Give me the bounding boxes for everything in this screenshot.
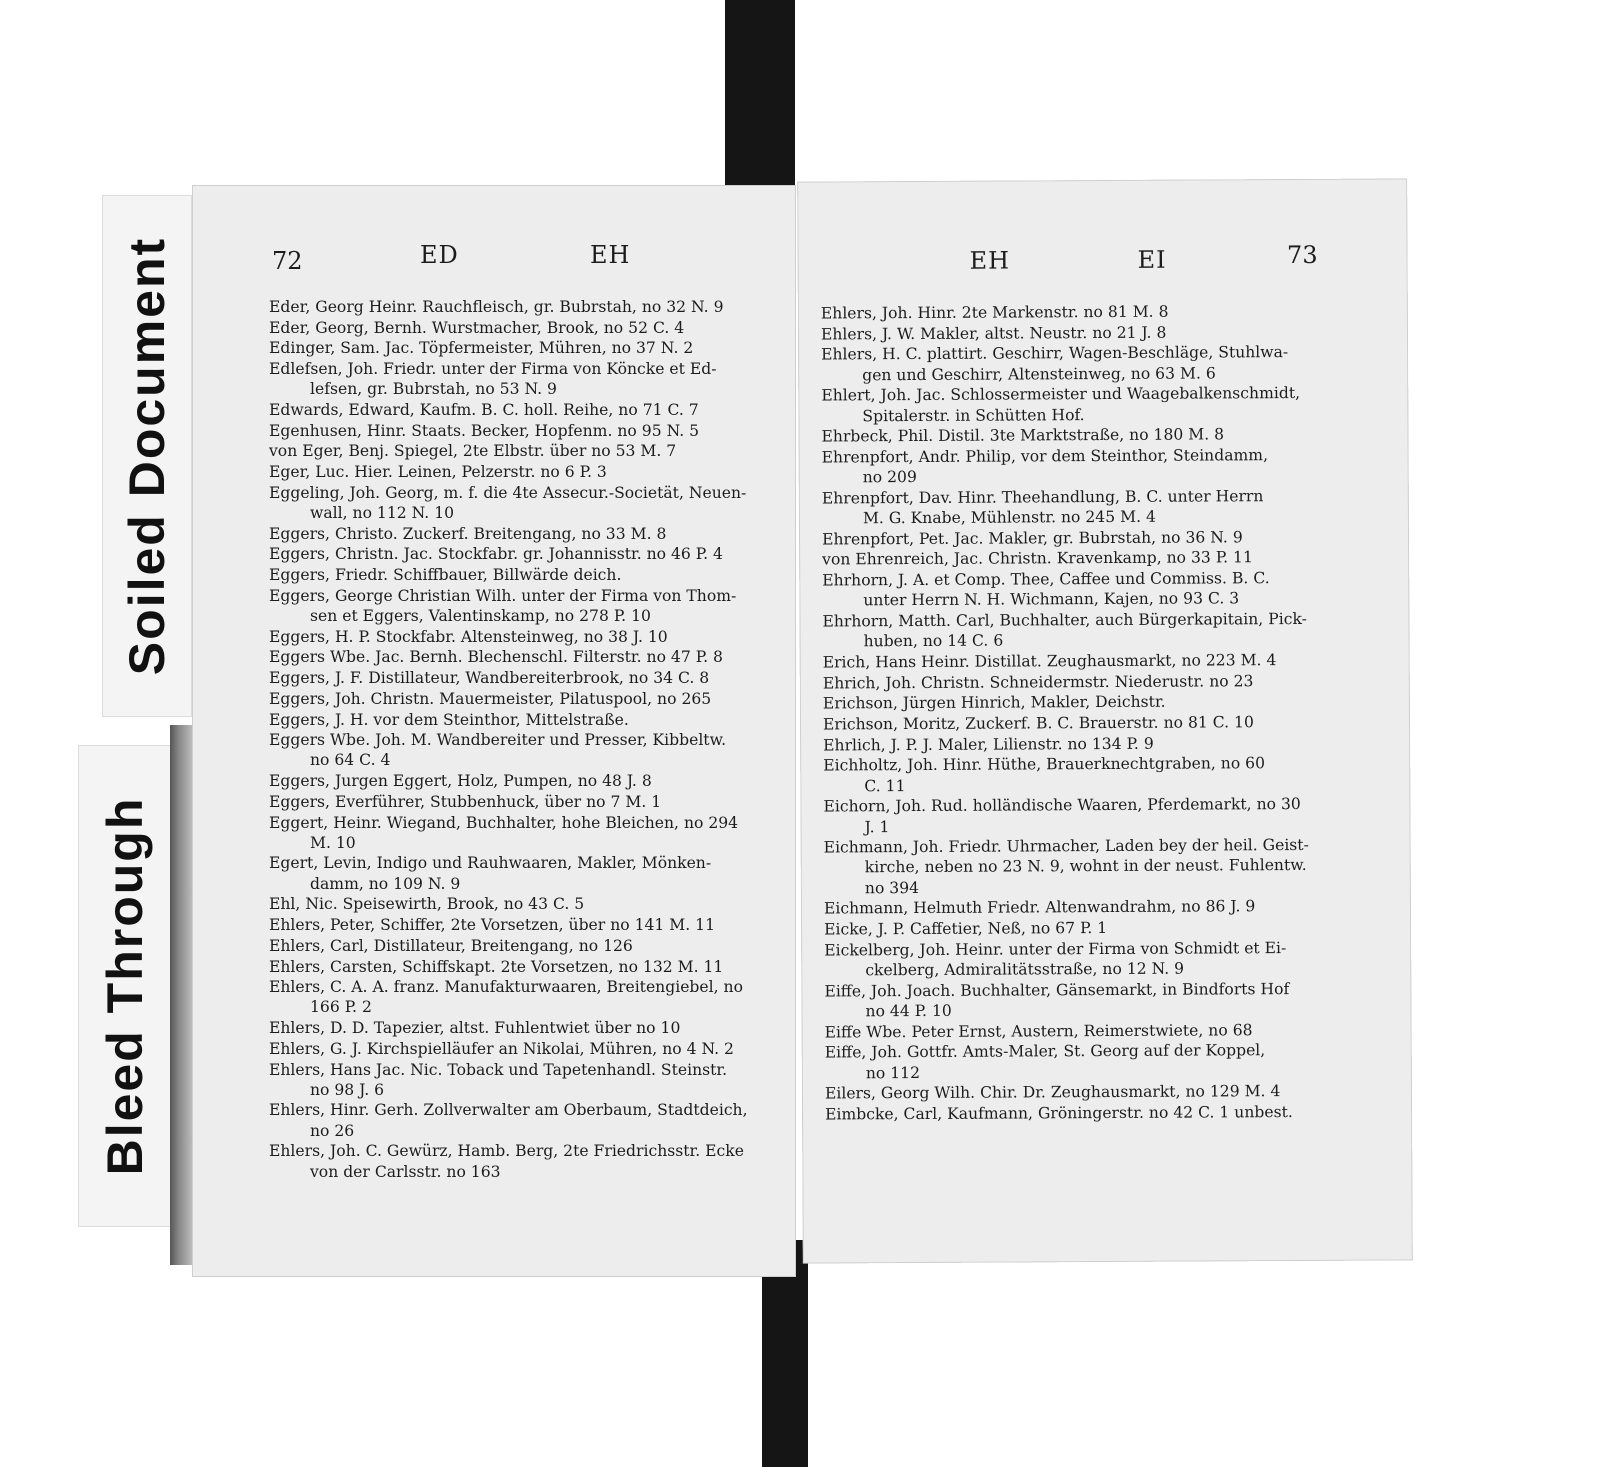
entry-line: Eggert, Heinr. Wiegand, Buchhalter, hohe Bleichen, no 294 [269, 813, 739, 832]
directory-entry [824, 670, 1392, 693]
entry-line: Ehrhorn, Matth. Carl, Buchhalter, auch Bürgerkapitain, Pick- [822, 609, 1307, 631]
bleed-through-label [78, 745, 172, 1227]
entry-continuation: wall, no 112 N. 10 [310, 504, 455, 523]
entry-line: Edwards, Edward, Kaufm. B. C. holl. Reihe, no 71 C. 7 [269, 401, 699, 420]
entry-line: Eggeling, Joh. Georg, m. f. die 4te Assecur.-Societät, Neuen- [269, 483, 747, 502]
entry-line: Edlefsen, Joh. Friedr. unter der Firma von Köncke et Ed- [269, 360, 717, 379]
entry-line: Edinger, Sam. Jac. Töpfermeister, Mühren, no 37 N. 2 [269, 339, 694, 358]
directory-entry [270, 1018, 778, 1038]
entry-line: Eichholtz, Joh. Hinr. Hüthe, Brauerknechtgraben, no 60 [823, 754, 1266, 775]
directory-entry [270, 462, 778, 482]
directory-entry [825, 896, 1393, 919]
directory-entry [825, 917, 1393, 940]
entry-line: Eggers, Friedr. Schiffbauer, Billwärde deich. [269, 566, 622, 585]
directory-entry [270, 359, 778, 399]
directory-entry [270, 318, 778, 338]
soiled-document-text: Soiled Document [119, 236, 175, 676]
entry-line: Ehlers, G. J. Kirchspielläufer an Nikolai, Mühren, no 4 N. 2 [269, 1039, 734, 1058]
entry-line: Eggers Wbe. Joh. M. Wandbereiter und Presser, Kibbeltw. [269, 731, 727, 750]
entry-line: Eichmann, Helmuth Friedr. Altenwandrahm, no 86 J. 9 [823, 897, 1256, 918]
right-entry-list [822, 301, 1394, 1126]
entry-continuation: no 98 J. 6 [310, 1080, 385, 1099]
entry-line: Erich, Hans Heinr. Distillat. Zeughausmarkt, no 223 M. 4 [822, 651, 1277, 672]
entry-continuation: von der Carlsstr. no 163 [310, 1162, 501, 1181]
entry-continuation: gen und Geschirr, Altensteinweg, no 63 M. 6 [862, 364, 1216, 384]
directory-entry [270, 421, 778, 441]
entry-line: Ehrich, Joh. Christn. Schneidermstr. Niederustr. no 23 [822, 671, 1254, 693]
entry-line: Ehlers, Joh. C. Gewürz, Hamb. Berg, 2te Friedrichsstr. Ecke [269, 1142, 744, 1161]
left-entry-list [270, 297, 778, 1182]
entry-continuation: Spitalerstr. in Schütten Hof. [862, 405, 1085, 425]
entry-line: Ehrlich, J. P. J. Maler, Lilienstr. no 134 P. 9 [823, 734, 1154, 755]
entry-line: Eicke, J. P. Caffetier, Neß, no 67 P. 1 [824, 919, 1108, 939]
entry-line: Eggers, Joh. Christn. Mauermeister, Pilatuspool, no 265 [269, 689, 712, 708]
directory-entry [823, 609, 1391, 652]
directory-entry [270, 710, 778, 730]
entry-line: Ehrbeck, Phil. Distil. 3te Marktstraße, no 180 M. 8 [821, 425, 1225, 446]
entry-line: Ehlers, H. C. plattirt. Geschirr, Wagen-Beschläge, Stuhlwa- [821, 343, 1289, 364]
directory-entry [270, 894, 778, 914]
entry-continuation: no 394 [864, 878, 920, 897]
entry-continuation: unter Herrn N. H. Wichmann, Kajen, no 93 C. 3 [863, 589, 1240, 610]
directory-entry [270, 338, 778, 358]
directory-entry [270, 1100, 778, 1140]
entry-line: Eiffe Wbe. Peter Ernst, Austern, Reimerstwiete, no 68 [824, 1020, 1253, 1042]
directory-entry [823, 526, 1391, 549]
entry-line: Ehrhorn, J. A. et Comp. Thee, Caffee und Commiss. B. C. [822, 569, 1270, 590]
directory-entry [826, 1081, 1394, 1104]
left-headword-start: ED [420, 241, 459, 269]
entry-line: Eiffe, Joh. Gottfr. Amts-Maler, St. Georg auf der Koppel, [824, 1041, 1266, 1062]
directory-entry [270, 977, 778, 1017]
directory-entry [824, 753, 1392, 796]
entry-continuation: huben, no 14 C. 6 [863, 631, 1004, 651]
right-page-header [797, 240, 1407, 283]
entry-line: Ehl, Nic. Speisewirth, Brook, no 43 C. 5 [269, 895, 585, 914]
binding-strip-top [725, 0, 795, 200]
entry-line: von Ehrenreich, Jac. Christn. Kravenkamp, no 33 P. 11 [822, 548, 1253, 569]
entry-line: Eggers, Christo. Zuckerf. Breitengang, no 33 M. 8 [269, 524, 667, 543]
directory-entry [270, 400, 778, 420]
entry-line: Eger, Luc. Hier. Leinen, Pelzerstr. no 6 P. 3 [269, 463, 607, 482]
entry-line: Eggers, Everführer, Stubbenhuck, über no 7 M. 1 [269, 792, 662, 811]
directory-entry [270, 647, 778, 667]
entry-line: Ehlers, Peter, Schiffer, 2te Vorsetzen, über no 141 M. 11 [269, 916, 716, 935]
entry-line: Eder, Georg, Bernh. Wurstmacher, Brook, no 52 C. 4 [269, 318, 685, 337]
entry-line: Ehrenpfort, Dav. Hinr. Theehandlung, B. C. unter Herrn [821, 486, 1264, 508]
directory-entry [270, 297, 778, 317]
entry-line: Egert, Levin, Indigo und Rauhwaaren, Makler, Mönken- [269, 854, 712, 873]
directory-entry [270, 441, 778, 461]
directory-entry [824, 649, 1392, 672]
entry-line: Eilers, Georg Wilh. Chir. Dr. Zeughausmarkt, no 129 M. 4 [824, 1082, 1281, 1103]
directory-entry [823, 547, 1391, 570]
left-headword-end: EH [590, 241, 631, 269]
directory-entry [824, 732, 1392, 755]
right-page [797, 178, 1413, 1263]
entry-continuation: no 64 C. 4 [310, 751, 391, 770]
directory-entry [270, 627, 778, 647]
directory-entry [826, 1040, 1394, 1083]
entry-line: von Eger, Benj. Spiegel, 2te Elbstr. über no 53 M. 7 [269, 442, 677, 461]
entry-line: Ehrenpfort, Pet. Jac. Makler, gr. Bubrstah, no 36 N. 9 [821, 528, 1243, 549]
entry-line: Ehlers, Hinr. Gerh. Zollverwalter am Oberbaum, Stadtdeich, [269, 1101, 748, 1120]
left-page-header [192, 241, 796, 287]
directory-entry [823, 444, 1391, 487]
entry-continuation: ckelberg, Admiralitätsstraße, no 12 N. 9 [865, 959, 1185, 980]
directory-entry [270, 936, 778, 956]
entry-continuation: lefsen, gr. Bubrstah, no 53 N. 9 [310, 380, 557, 399]
directory-entry [270, 483, 778, 523]
directory-entry [270, 1141, 778, 1181]
entry-line: Eggers, Jurgen Eggert, Holz, Pumpen, no 48 J. 8 [269, 772, 652, 791]
entry-line: Eggers Wbe. Jac. Bernh. Blechenschl. Filterstr. no 47 P. 8 [269, 648, 723, 667]
entry-line: Eggers, J. F. Distillateur, Wandbereiterbrook, no 34 C. 8 [269, 669, 710, 688]
left-page-number: 72 [272, 247, 303, 275]
entry-line: Erichson, Jürgen Hinrich, Makler, Deichstr. [822, 693, 1166, 713]
directory-entry [824, 712, 1392, 735]
directory-entry [270, 689, 778, 709]
directory-entry [822, 321, 1390, 344]
directory-entry [823, 568, 1391, 611]
entry-continuation: M. G. Knabe, Mühlenstr. no 245 M. 4 [862, 507, 1156, 528]
directory-entry [270, 771, 778, 791]
entry-line: Eder, Georg Heinr. Rauchfleisch, gr. Bubrstah, no 32 N. 9 [269, 298, 724, 316]
right-headword-start: EH [969, 246, 1011, 275]
directory-entry [270, 813, 778, 853]
entry-continuation: no 209 [862, 468, 917, 487]
entry-line: Eichorn, Joh. Rud. holländische Waaren, Pferdemarkt, no 30 [823, 795, 1301, 816]
entry-line: Eggers, George Christian Wilh. unter der Firma von Thom- [269, 586, 737, 605]
directory-entry [824, 691, 1392, 714]
directory-entry [825, 978, 1393, 1021]
entry-continuation: no 112 [865, 1063, 921, 1082]
entry-line: Ehlers, D. D. Tapezier, altst. Fuhlentwiet über no 10 [269, 1019, 681, 1038]
entry-line: Eggers, H. P. Stockfabr. Altensteinweg, no 38 J. 10 [269, 627, 668, 646]
directory-entry [826, 1019, 1394, 1042]
directory-entry [823, 485, 1391, 528]
entry-continuation: damm, no 109 N. 9 [310, 874, 461, 893]
left-page [192, 185, 796, 1277]
entry-continuation: no 26 [310, 1121, 355, 1140]
entry-line: Ehlers, Carl, Distillateur, Breitengang, no 126 [269, 936, 633, 955]
entry-line: Eggers, Christn. Jac. Stockfabr. gr. Johannisstr. no 46 P. 4 [269, 545, 723, 564]
directory-entry [826, 1101, 1394, 1124]
entry-line: Eickelberg, Joh. Heinr. unter der Firma von Schmidt et Ei- [824, 938, 1287, 960]
entry-line: Ehlers, Hans Jac. Nic. Toback und Tapetenhandl. Steinstr. [269, 1060, 728, 1079]
entry-line: Ehlert, Joh. Jac. Schlossermeister und Waagebalkenschmidt, [821, 384, 1301, 405]
directory-entry [270, 957, 778, 977]
soiled-document-label [102, 195, 192, 717]
entry-line: Erichson, Moritz, Zuckerf. B. C. Brauerstr. no 81 C. 10 [822, 713, 1254, 734]
entry-line: Egenhusen, Hinr. Staats. Becker, Hopfenm. no 95 N. 5 [269, 421, 700, 440]
directory-entry [270, 544, 778, 564]
entry-continuation: 166 P. 2 [310, 998, 372, 1017]
entry-line: Ehlers, J. W. Makler, altst. Neustr. no 21 J. 8 [820, 323, 1167, 344]
directory-entry [270, 792, 778, 812]
book-edge [170, 725, 192, 1265]
directory-entry [270, 853, 778, 893]
directory-entry [825, 937, 1393, 980]
right-page-number: 73 [1286, 240, 1318, 270]
entry-continuation: M. 10 [310, 833, 356, 852]
directory-entry [825, 835, 1393, 899]
directory-entry [270, 668, 778, 688]
directory-entry [822, 342, 1390, 385]
entry-line: Eimbcke, Carl, Kaufmann, Gröningerstr. no 42 C. 1 unbest. [825, 1102, 1293, 1124]
entry-continuation: C. 11 [864, 776, 906, 795]
directory-entry [270, 730, 778, 770]
entry-line: Eggers, J. H. vor dem Steinthor, Mittelstraße. [269, 710, 629, 729]
entry-continuation: no 44 P. 10 [865, 1001, 952, 1021]
directory-entry [270, 565, 778, 585]
entry-line: Eichmann, Joh. Friedr. Uhrmacher, Laden bey der heil. Geist- [823, 836, 1309, 857]
directory-entry [824, 794, 1392, 837]
directory-entry [822, 383, 1390, 426]
entry-line: Ehlers, Joh. Hinr. 2te Markenstr. no 81 M. 8 [820, 302, 1169, 323]
directory-entry [822, 424, 1390, 447]
directory-entry [270, 524, 778, 544]
directory-entry [270, 1060, 778, 1100]
bleed-through-text: Bleed Through [97, 796, 153, 1176]
directory-entry [270, 1039, 778, 1059]
directory-entry [822, 301, 1390, 324]
entry-line: Ehlers, Carsten, Schiffskapt. 2te Vorsetzen, no 132 M. 11 [269, 957, 724, 976]
entry-continuation: J. 1 [864, 817, 890, 836]
directory-entry [270, 586, 778, 626]
right-headword-end: EI [1137, 245, 1167, 274]
entry-line: Ehrenpfort, Andr. Philip, vor dem Steinthor, Steindamm, [821, 446, 1269, 467]
entry-continuation: kirche, neben no 23 N. 9, wohnt in der neust. Fuhlentw. [864, 856, 1307, 877]
entry-line: Eiffe, Joh. Joach. Buchhalter, Gänsemarkt, in Bindforts Hof [824, 979, 1290, 1001]
directory-entry [270, 915, 778, 935]
entry-line: Ehlers, C. A. A. franz. Manufakturwaaren, Breitengiebel, no [269, 978, 743, 997]
entry-continuation: sen et Eggers, Valentinskamp, no 278 P. 10 [310, 607, 651, 626]
